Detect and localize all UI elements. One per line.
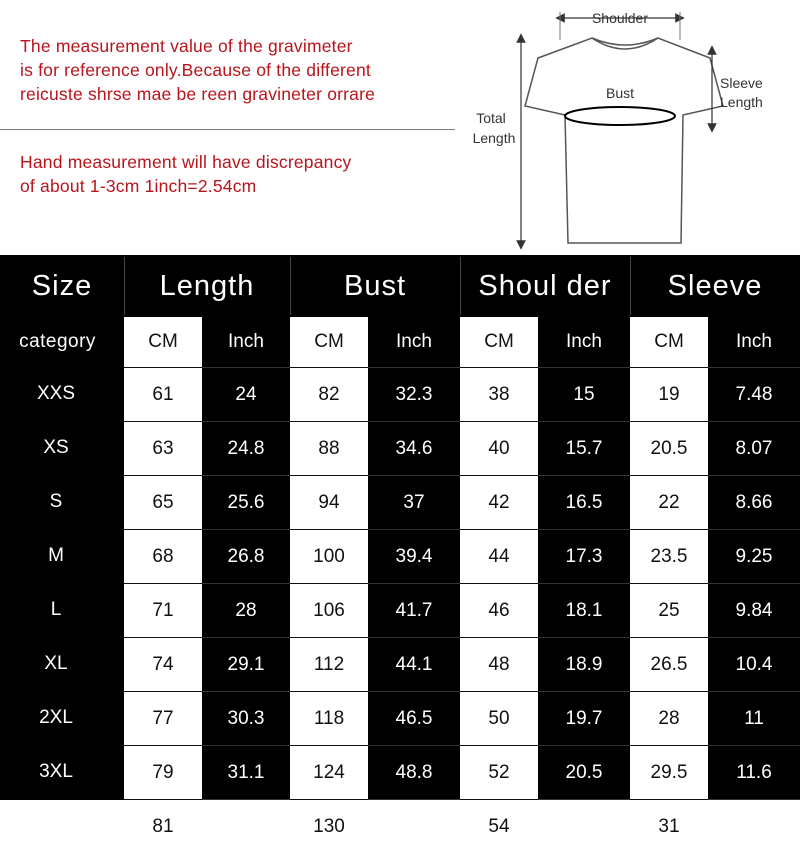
table-cell: 50 bbox=[460, 691, 538, 745]
table-cell: 31.1 bbox=[202, 745, 290, 799]
table-cell: 29.1 bbox=[202, 637, 290, 691]
unit-header: CM bbox=[290, 317, 368, 367]
table-cell: 118 bbox=[290, 691, 368, 745]
table-cell: 48.8 bbox=[368, 745, 460, 799]
note-line: Hand measurement will have discrepancy bbox=[20, 152, 352, 172]
note-line: is for reference only.Because of the different bbox=[20, 60, 371, 80]
note-line: The measurement value of the gravimeter bbox=[20, 36, 353, 56]
table-cell: 71 bbox=[124, 583, 202, 637]
table-cell: 7.48 bbox=[708, 367, 800, 421]
table-cell: 25.6 bbox=[202, 475, 290, 529]
size-label: S bbox=[49, 491, 63, 512]
table-cell: 100 bbox=[290, 529, 368, 583]
unit-header: CM bbox=[124, 317, 202, 367]
header-size: Size bbox=[31, 269, 93, 302]
table-cell: 106 bbox=[290, 583, 368, 637]
table-cell: 46.5 bbox=[368, 691, 460, 745]
notes-block-1 bbox=[20, 34, 375, 106]
table-cell: 21.3 bbox=[538, 799, 630, 853]
size-label: XXS bbox=[36, 383, 76, 404]
table-cell: 19 bbox=[630, 367, 708, 421]
size-label: XS bbox=[43, 437, 69, 458]
table-cell: 54 bbox=[460, 799, 538, 853]
header-separator bbox=[460, 257, 461, 315]
unit-header: CM bbox=[630, 317, 708, 367]
header-separator bbox=[630, 257, 631, 315]
header-group: Shoul der bbox=[478, 269, 612, 302]
tshirt-measurement-diagram bbox=[455, 0, 800, 255]
tshirt-outline bbox=[525, 38, 723, 243]
size-label: 4XL bbox=[39, 815, 73, 836]
table-cell: 77 bbox=[124, 691, 202, 745]
header-group: Length bbox=[159, 269, 255, 302]
table-cell: 39.4 bbox=[368, 529, 460, 583]
table-cell: 26.5 bbox=[630, 637, 708, 691]
table-cell: 25 bbox=[630, 583, 708, 637]
unit-header: Inch bbox=[566, 331, 602, 352]
table-cell: 82 bbox=[290, 367, 368, 421]
table-cell: 112 bbox=[290, 637, 368, 691]
table-cell: 61 bbox=[124, 367, 202, 421]
table-cell: 40 bbox=[460, 421, 538, 475]
header-separator bbox=[290, 257, 291, 315]
table-cell: 29.5 bbox=[630, 745, 708, 799]
table-cell: 12.2 bbox=[708, 799, 800, 853]
unit-header: Inch bbox=[396, 331, 432, 352]
table-cell: 28 bbox=[630, 691, 708, 745]
table-cell: 30.3 bbox=[202, 691, 290, 745]
table-cell: 8.07 bbox=[708, 421, 800, 475]
table-cell: 20.5 bbox=[630, 421, 708, 475]
table-cell: 32.3 bbox=[368, 367, 460, 421]
table-cell: 19.7 bbox=[538, 691, 630, 745]
table-cell: 10.4 bbox=[708, 637, 800, 691]
table-cell: 28 bbox=[202, 583, 290, 637]
shoulder-label: Shoulder bbox=[591, 10, 649, 26]
size-label: M bbox=[48, 545, 64, 566]
sleeve-label-line2: Length bbox=[720, 94, 763, 110]
note-line: of about 1-3cm 1inch=2.54cm bbox=[20, 176, 257, 196]
sleeve-label-line1: Sleeve bbox=[720, 75, 763, 91]
table-cell: 11 bbox=[708, 691, 800, 745]
unit-header: Inch bbox=[736, 331, 772, 352]
table-cell: 130 bbox=[290, 799, 368, 853]
table-cell: 79 bbox=[124, 745, 202, 799]
table-cell: 81 bbox=[124, 799, 202, 853]
table-cell: 38 bbox=[460, 367, 538, 421]
table-cell: 16.5 bbox=[538, 475, 630, 529]
table-cell: 31 bbox=[630, 799, 708, 853]
unit-header: CM bbox=[460, 317, 538, 367]
bust-label: Bust bbox=[605, 85, 635, 101]
table-cell: 44.1 bbox=[368, 637, 460, 691]
table-cell: 15 bbox=[538, 367, 630, 421]
table-cell: 37 bbox=[368, 475, 460, 529]
table-cell: 65 bbox=[124, 475, 202, 529]
table-cell: 31.9 bbox=[202, 799, 290, 853]
table-cell: 18.9 bbox=[538, 637, 630, 691]
table-cell: 9.84 bbox=[708, 583, 800, 637]
table-cell: 26.8 bbox=[202, 529, 290, 583]
table-cell: 46 bbox=[460, 583, 538, 637]
table-cell: 88 bbox=[290, 421, 368, 475]
size-label: 2XL bbox=[39, 707, 73, 728]
table-cell: 23.5 bbox=[630, 529, 708, 583]
notes-block-2 bbox=[20, 150, 352, 198]
table-cell: 44 bbox=[460, 529, 538, 583]
size-label: 3XL bbox=[39, 761, 73, 782]
table-cell: 34.6 bbox=[368, 421, 460, 475]
table-cell: 124 bbox=[290, 745, 368, 799]
table-cell: 63 bbox=[124, 421, 202, 475]
table-cell: 41.7 bbox=[368, 583, 460, 637]
table-cell: 48 bbox=[460, 637, 538, 691]
table-cell: 74 bbox=[124, 637, 202, 691]
table-cell: 68 bbox=[124, 529, 202, 583]
size-chart-table bbox=[0, 255, 800, 837]
header-group: Sleeve bbox=[667, 269, 763, 302]
table-cell: 94 bbox=[290, 475, 368, 529]
total-length-label-line2: Length bbox=[472, 130, 516, 146]
table-cell: 42 bbox=[460, 475, 538, 529]
total-length-label-line1: Total bbox=[476, 110, 506, 126]
table-cell: 20.5 bbox=[538, 745, 630, 799]
header-separator bbox=[124, 257, 125, 315]
header-group: Bust bbox=[343, 269, 407, 302]
table-cell: 17.3 bbox=[538, 529, 630, 583]
table-cell: 51.2 bbox=[368, 799, 460, 853]
table-cell: 24.8 bbox=[202, 421, 290, 475]
table-cell: 11.6 bbox=[708, 745, 800, 799]
table-cell: 18.1 bbox=[538, 583, 630, 637]
table-cell: 22 bbox=[630, 475, 708, 529]
table-cell: 52 bbox=[460, 745, 538, 799]
size-label: L bbox=[50, 599, 62, 620]
unit-header: Inch bbox=[228, 331, 264, 352]
size-label: XL bbox=[44, 653, 68, 674]
table-cell: 9.25 bbox=[708, 529, 800, 583]
divider-line bbox=[0, 129, 455, 130]
category-label: category bbox=[19, 331, 96, 352]
table-cell: 15.7 bbox=[538, 421, 630, 475]
table-cell: 24 bbox=[202, 367, 290, 421]
table-cell: 8.66 bbox=[708, 475, 800, 529]
note-line: reicuste shrse mae be reen gravineter orrare bbox=[20, 84, 376, 104]
